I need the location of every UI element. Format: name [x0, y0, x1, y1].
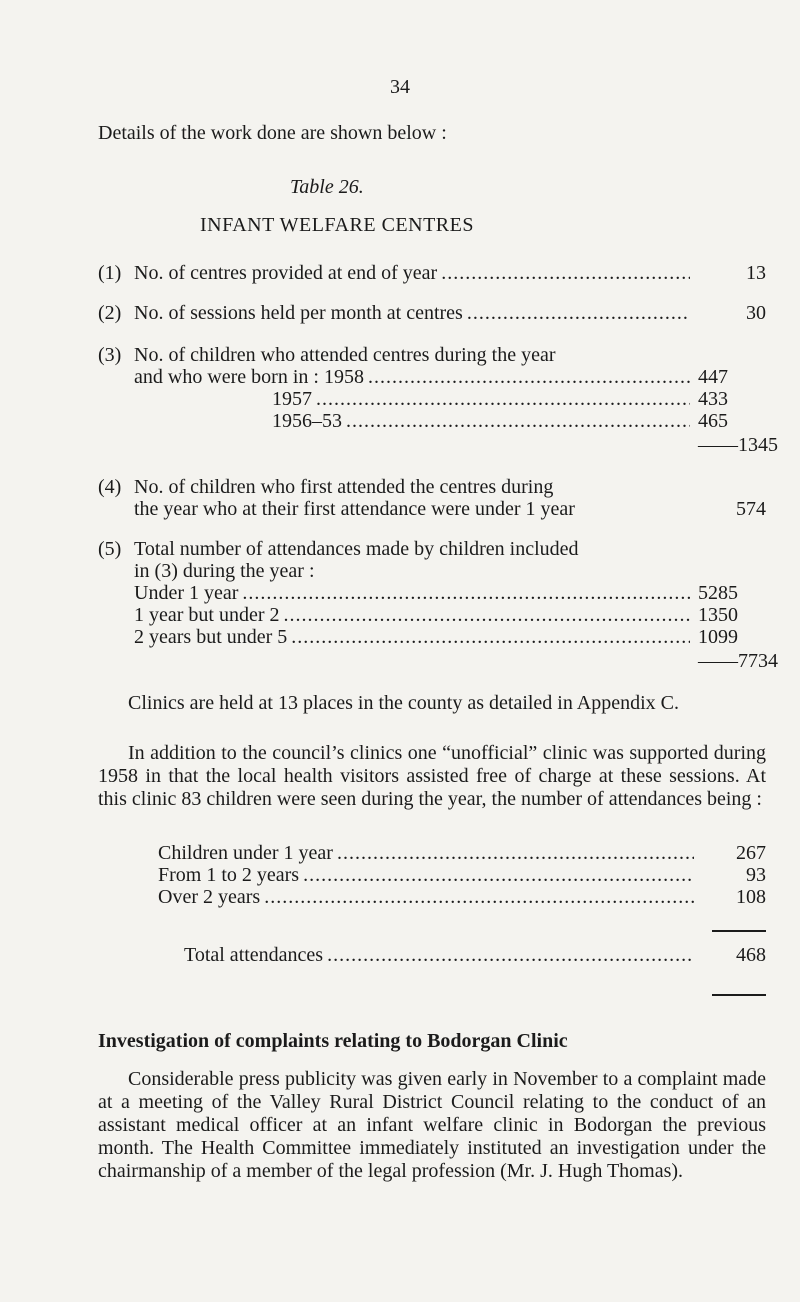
item-value: 30	[746, 302, 766, 324]
item3-row-1956-53	[272, 410, 694, 432]
sum-rule-top	[712, 930, 766, 932]
item5-line1: Total number of attendances made by children included	[134, 538, 579, 560]
unofficial-value: 93	[746, 864, 766, 886]
item-number: (1)	[98, 262, 122, 284]
leader-dots	[467, 302, 690, 325]
leader-dots	[303, 864, 694, 887]
total-value: 468	[736, 944, 766, 966]
leader-dots	[441, 262, 690, 285]
paragraph-unofficial: In addition to the council’s clinics one “unofficial” clinic was supported during 1958 in that the local health visitors assisted free of charge at these sessions. At this clinic 83 children were seen during the year, the number of attendances being :	[98, 742, 766, 810]
item3-line1: No. of children who attended centres during the year	[134, 344, 556, 366]
item-row	[134, 262, 694, 284]
table-label: Table 26.	[290, 176, 364, 198]
item5-label: Under 1 year	[134, 582, 239, 604]
item5-row	[134, 582, 694, 604]
item-number: (3)	[98, 344, 122, 366]
leader-dots	[291, 626, 690, 649]
item3-row-1957	[272, 388, 694, 410]
item5-row	[134, 626, 694, 648]
item3-year: 1956–53	[272, 410, 342, 432]
unofficial-row	[158, 886, 698, 908]
item5-value: 1350	[698, 604, 738, 626]
total-label: Total attendances	[184, 944, 324, 966]
unofficial-row	[158, 864, 698, 886]
leader-dots	[264, 886, 694, 909]
unofficial-label: From 1 to 2 years	[158, 864, 300, 886]
item3-value: 433	[698, 388, 728, 410]
item5-value: 1099	[698, 626, 738, 648]
item-label: No. of centres provided at end of year	[134, 262, 438, 284]
item3-prefix: and who were born in :	[134, 366, 324, 388]
item-number: (5)	[98, 538, 122, 560]
section-heading: Investigation of complaints relating to Bodorgan Clinic	[98, 1030, 568, 1052]
unofficial-label: Over 2 years	[158, 886, 261, 908]
leader-dots	[316, 388, 690, 411]
paragraph-investigation: Considerable press publicity was given early in November to a complaint made at a meeting of the Valley Rural District Council relating to the conduct of an assistant medical officer at an infant welfare clinic in Bodorgan the previous month. The Health Committee immediately instituted an investigation under the chairmanship of a member of the legal profession (Mr. J. Hugh Thomas).	[98, 1068, 766, 1182]
leader-dots	[327, 944, 694, 967]
unofficial-value: 108	[736, 886, 766, 908]
leader-dots	[284, 604, 690, 627]
item-value: 13	[746, 262, 766, 284]
intro-text: Details of the work done are shown below :	[98, 122, 447, 144]
leader-dots	[346, 410, 690, 433]
item5-value: 5285	[698, 582, 738, 604]
item3-value: 447	[698, 366, 728, 388]
item5-line2: in (3) during the year :	[134, 560, 315, 582]
leader-dots	[242, 582, 690, 605]
item3-row-1958	[134, 366, 694, 388]
table-title: INFANT WELFARE CENTRES	[200, 214, 474, 236]
item-number: (4)	[98, 476, 122, 498]
item4-line2: the year who at their first attendance were under 1 year	[134, 498, 575, 520]
leader-dots	[337, 842, 694, 865]
unofficial-value: 267	[736, 842, 766, 864]
item5-label: 1 year but under 2	[134, 604, 280, 626]
item3-total: ——1345	[698, 434, 778, 456]
item5-label: 2 years but under 5	[134, 626, 288, 648]
total-row	[184, 944, 698, 966]
unofficial-row	[158, 842, 698, 864]
unofficial-label: Children under 1 year	[158, 842, 333, 864]
item4-line1: No. of children who first attended the centres during	[134, 476, 554, 498]
item3-year: 1957	[272, 388, 312, 410]
item4-value: 574	[736, 498, 766, 520]
sum-rule-bottom	[712, 994, 766, 996]
item-label: No. of sessions held per month at centres	[134, 302, 463, 324]
item3-value: 465	[698, 410, 728, 432]
item3-year: 1958	[323, 366, 364, 388]
item-number: (2)	[98, 302, 122, 324]
page-number: 34	[390, 76, 410, 98]
item5-total: ——7734	[698, 650, 778, 672]
paragraph-clinics: Clinics are held at 13 places in the county as detailed in Appendix C.	[128, 692, 679, 714]
item5-row	[134, 604, 694, 626]
item-row	[134, 302, 694, 324]
leader-dots	[368, 366, 690, 389]
